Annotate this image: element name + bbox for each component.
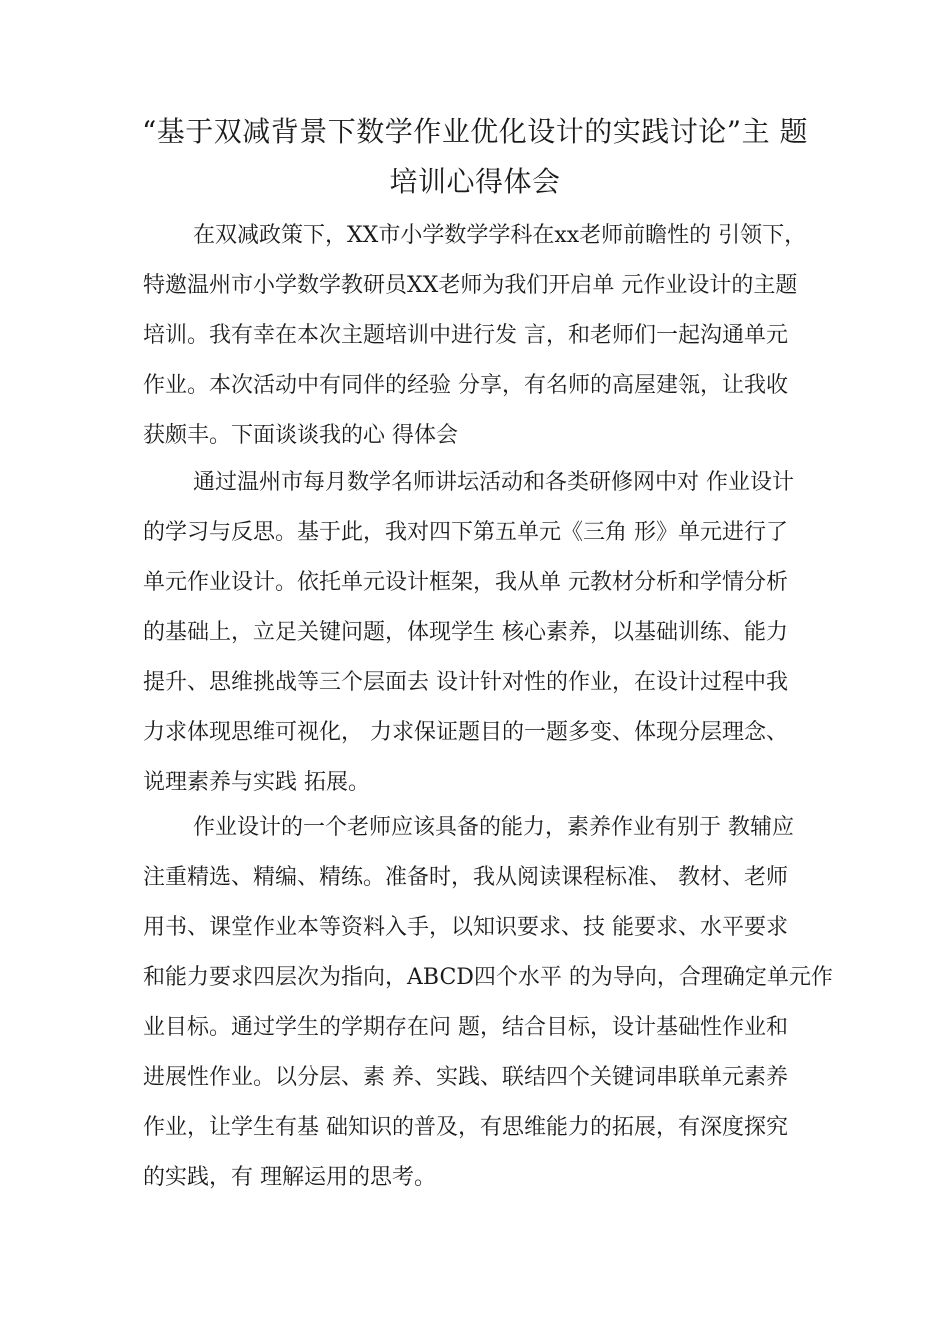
paragraph-line: 业目标。通过学生的学期存在问 题，结合目标，设计基础性作业和	[143, 1015, 788, 1040]
paragraph-line: 的实践，有 理解运用的思考。	[143, 1165, 436, 1190]
paragraph-line: 特邀温州市小学数学教研员XX老师为我们开启单 元作业设计的主题	[143, 273, 798, 298]
paragraph-line: 力求体现思维可视化， 力求保证题目的一题多变、体现分层理念、	[143, 720, 788, 745]
paragraph-line: 在双减政策下，XX市小学数学学科在xx老师前瞻性的 引领下，	[193, 223, 807, 248]
paragraph-line: 培训。我有幸在本次主题培训中进行发 言，和老师们一起沟通单元	[143, 323, 788, 348]
paragraph-line: 通过温州市每月数学名师讲坛活动和各类研修网中对 作业设计	[193, 470, 794, 495]
paragraph-line: 的学习与反思。基于此，我对四下第五单元《三角 形》单元进行了	[143, 520, 788, 545]
document-title-line-1: “基于双减背景下数学作业优化设计的实践讨论”主 题	[141, 115, 809, 148]
paragraph-line: 的基础上，立足关键问题，体现学生 核心素养，以基础训练、能力	[143, 620, 788, 645]
paragraph-line: 作业，让学生有基 础知识的普及，有思维能力的拓展，有深度探究	[143, 1115, 788, 1140]
paragraph-line: 说理素养与实践 拓展。	[143, 770, 370, 795]
paragraph-line: 用书、课堂作业本等资料入手，以知识要求、技 能要求、水平要求	[143, 915, 788, 940]
paragraph-line: 作业。本次活动中有同伴的经验 分享，有名师的高屋建瓴，让我收	[143, 373, 788, 398]
document-title-line-2: 培训心得体会	[389, 165, 561, 198]
paragraph-line: 和能力要求四层次为指向，ABCD四个水平 的为导向，合理确定单元作	[143, 965, 833, 990]
paragraph-line: 注重精选、精编、精练。准备时，我从阅读课程标准、 教材、老师	[143, 865, 788, 890]
paragraph-line: 提升、思维挑战等三个层面去 设计针对性的作业，在设计过程中我	[143, 670, 788, 695]
paragraph-line: 作业设计的一个老师应该具备的能力，素养作业有别于 教辅应	[193, 815, 794, 840]
paragraph-line: 单元作业设计。依托单元设计框架，我从单 元教材分析和学情分析	[143, 570, 788, 595]
paragraph-line: 获颇丰。下面谈谈我的心 得体会	[143, 423, 458, 448]
paragraph-line: 进展性作业。以分层、素 养、实践、联结四个关键词串联单元素养	[143, 1065, 788, 1090]
